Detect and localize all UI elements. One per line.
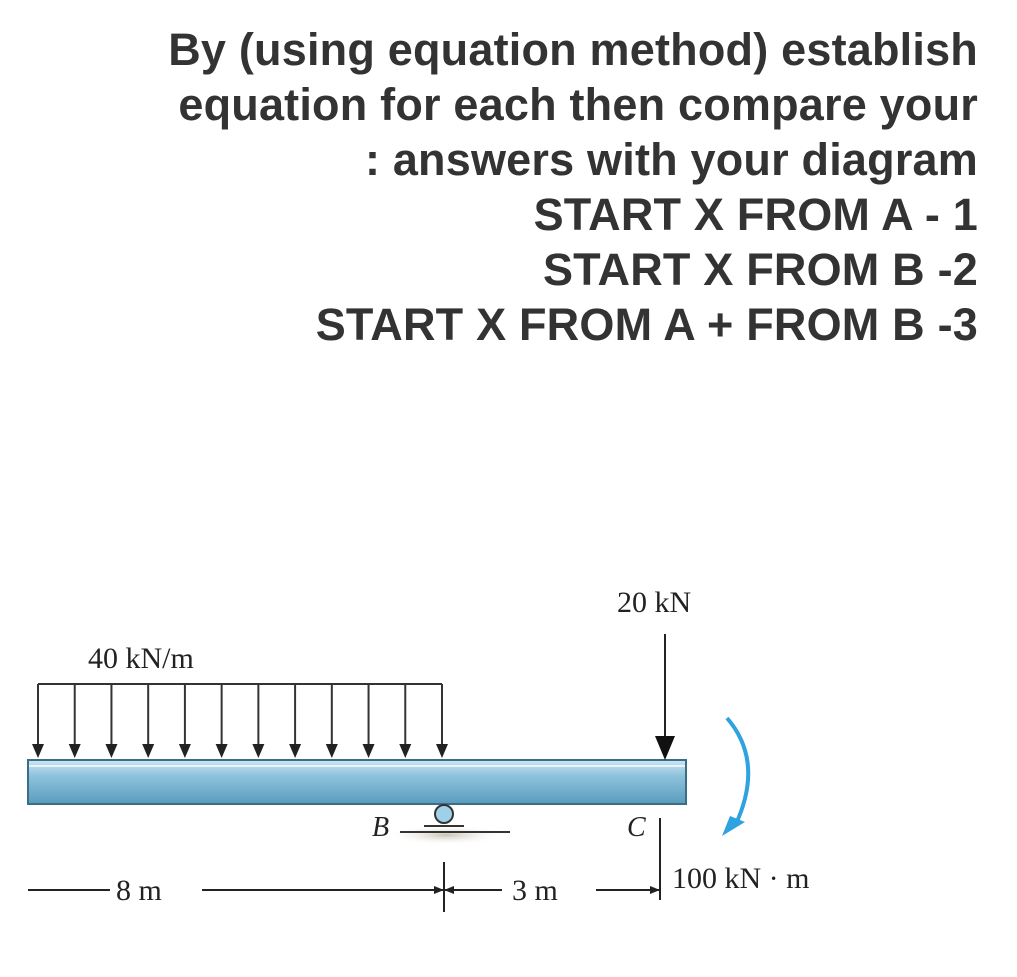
distributed-load-label: 40 kN/m [88,642,194,675]
load-arrow [399,684,411,758]
load-arrow [32,684,44,758]
question-line-4: START X FROM A - 1 [533,189,978,240]
load-arrow [142,684,154,758]
span-bc-label: 3 m [512,874,558,907]
ground-shading [386,825,506,845]
support-b-label: B [372,812,390,843]
load-arrows [32,684,448,758]
question-line-2: equation for each then compare your [178,79,978,130]
load-arrow [289,684,301,758]
load-arrow [216,684,228,758]
load-arrow [252,684,264,758]
moment-arrow [722,718,748,836]
load-arrow [69,684,81,758]
question-line-6: START X FROM A + FROM B -3 [315,299,978,350]
load-arrow [179,684,191,758]
question-line-3: : answers with your diagram [364,134,978,185]
point-c-label: C [627,812,646,843]
load-arrow [436,684,448,758]
question-text [60,22,978,352]
span-ab-label: 8 m [116,874,162,907]
load-arrow [105,684,117,758]
point-load-arrow [655,634,675,760]
load-arrow [363,684,375,758]
question-line-5: START X FROM B -2 [542,244,978,295]
distributed-load [32,684,448,758]
moment-label: 100 kN · m [672,862,810,895]
load-arrow [326,684,338,758]
question-line-1: By (using equation method) establish [168,24,978,75]
point-load-label: 20 kN [617,586,692,619]
beam-diagram [0,570,1017,970]
